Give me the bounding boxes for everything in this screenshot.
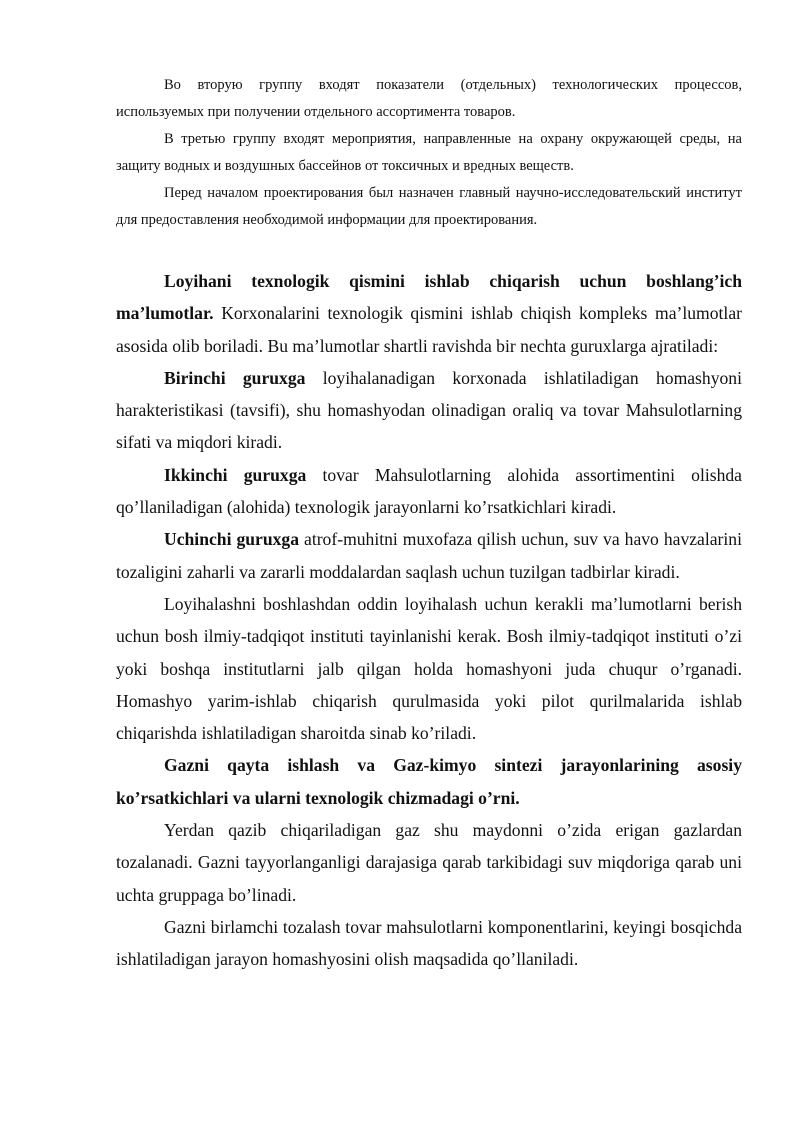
second-group-text: tovar Mahsulotlarning alohida assortimentini olishda qo’llaniladigan (alohida) texnologik jarayonlarni ko’rsatkichlari kiradi. — [116, 464, 742, 518]
paragraph-research-institute-ru: Перед началом проектирования был назначен главный научно-исследовательский институт для предоставления необходимой информации для проектирования. — [116, 185, 742, 228]
first-group-label: Birinchi guruxga — [164, 367, 306, 388]
paragraph-gas-purification: Yerdan qazib chiqariladigan gaz shu maydonni o’zida erigan gazlardan tozalanadi. Gazni tayyorlanganligi darajasiga qarab tarkibidagi suv miqdoriga qarab uni uchta gruppaga bo’linadi. — [116, 820, 742, 905]
paragraph-third-group — [116, 523, 742, 588]
russian-section — [116, 72, 742, 234]
initial-data-heading: Loyihani texnologik qismini ishlab chiqarish uchun boshlang’ich ma’lumotlar. — [116, 271, 742, 324]
third-group-label: Uchinchi guruxga — [164, 529, 300, 550]
uzbek-section — [116, 265, 742, 976]
paragraph-research-institute: Loyihalashni boshlashdan oddin loyihalash uchun kerakli ma’lumotlarni berish uchun bosh ilmiy-tadqiqot instituti tayinlanishi kerak. Bosh ilmiy-tadqiqot instituti o’zi yoki boshqa institutlarni jalb qilgan holda homashyoni juda chuqur o’rganadi. Homashyo yarim-ishlab chiqarish qurulmasida yoki pilot qurilmalarida ishlab chiqarishda ishlatiladigan sharoitda sinab ko’riladi. — [116, 593, 742, 744]
paragraph-first-group — [116, 362, 742, 459]
paragraph-second-group — [116, 459, 742, 524]
initial-data-text: Korxonalarini texnologik qismini ishlab chiqish kompleks ma’lumotlar asosida olib boriladi. Bu ma’lumotlar shartli ravishda bir nechta guruxlarga ajratiladi: — [116, 303, 742, 356]
first-group-text: loyihalanadigan korxonada ishlatiladigan homashyoni harakteristikasi (tavsifi), shu homashyodan olinadigan oraliq va tovar Mahsulotlarning sifati va miqdori kiradi. — [116, 367, 742, 453]
second-group-label: Ikkinchi guruxga — [164, 464, 307, 485]
paragraph-gas-heading — [116, 749, 742, 814]
third-group-text: atrof-muhitni muxofaza qilish uchun, suv va havo havzalarini tozaligini zaharli va zararli moddalardan saqlash uchun tuzilgan tadbirlar kiradi. — [116, 529, 742, 582]
paragraph-second-group-ru: Во вторую группу входят показатели (отдельных) технологических процессов, используемых при получении отдельного ассортимента товаров. — [116, 77, 742, 120]
paragraph-initial-data — [116, 265, 742, 362]
paragraph-gas-primary-cleaning: Gazni birlamchi tozalash tovar mahsulotlarni komponentlarini, keyingi bosqichda ishlatiladigan jarayon homashyosini olish maqsadida qo’llaniladi. — [116, 916, 742, 970]
gas-processing-heading: Gazni qayta ishlash va Gaz-kimyo sintezi jarayonlarining asosiy ko’rsatkichlari va ularni texnologik chizmadagi o’rni. — [116, 755, 742, 808]
paragraph-third-group-ru: В третью группу входят мероприятия, направленные на охрану окружающей среды, на защиту водных и воздушных бассейнов от токсичных и вредных веществ. — [116, 131, 742, 174]
